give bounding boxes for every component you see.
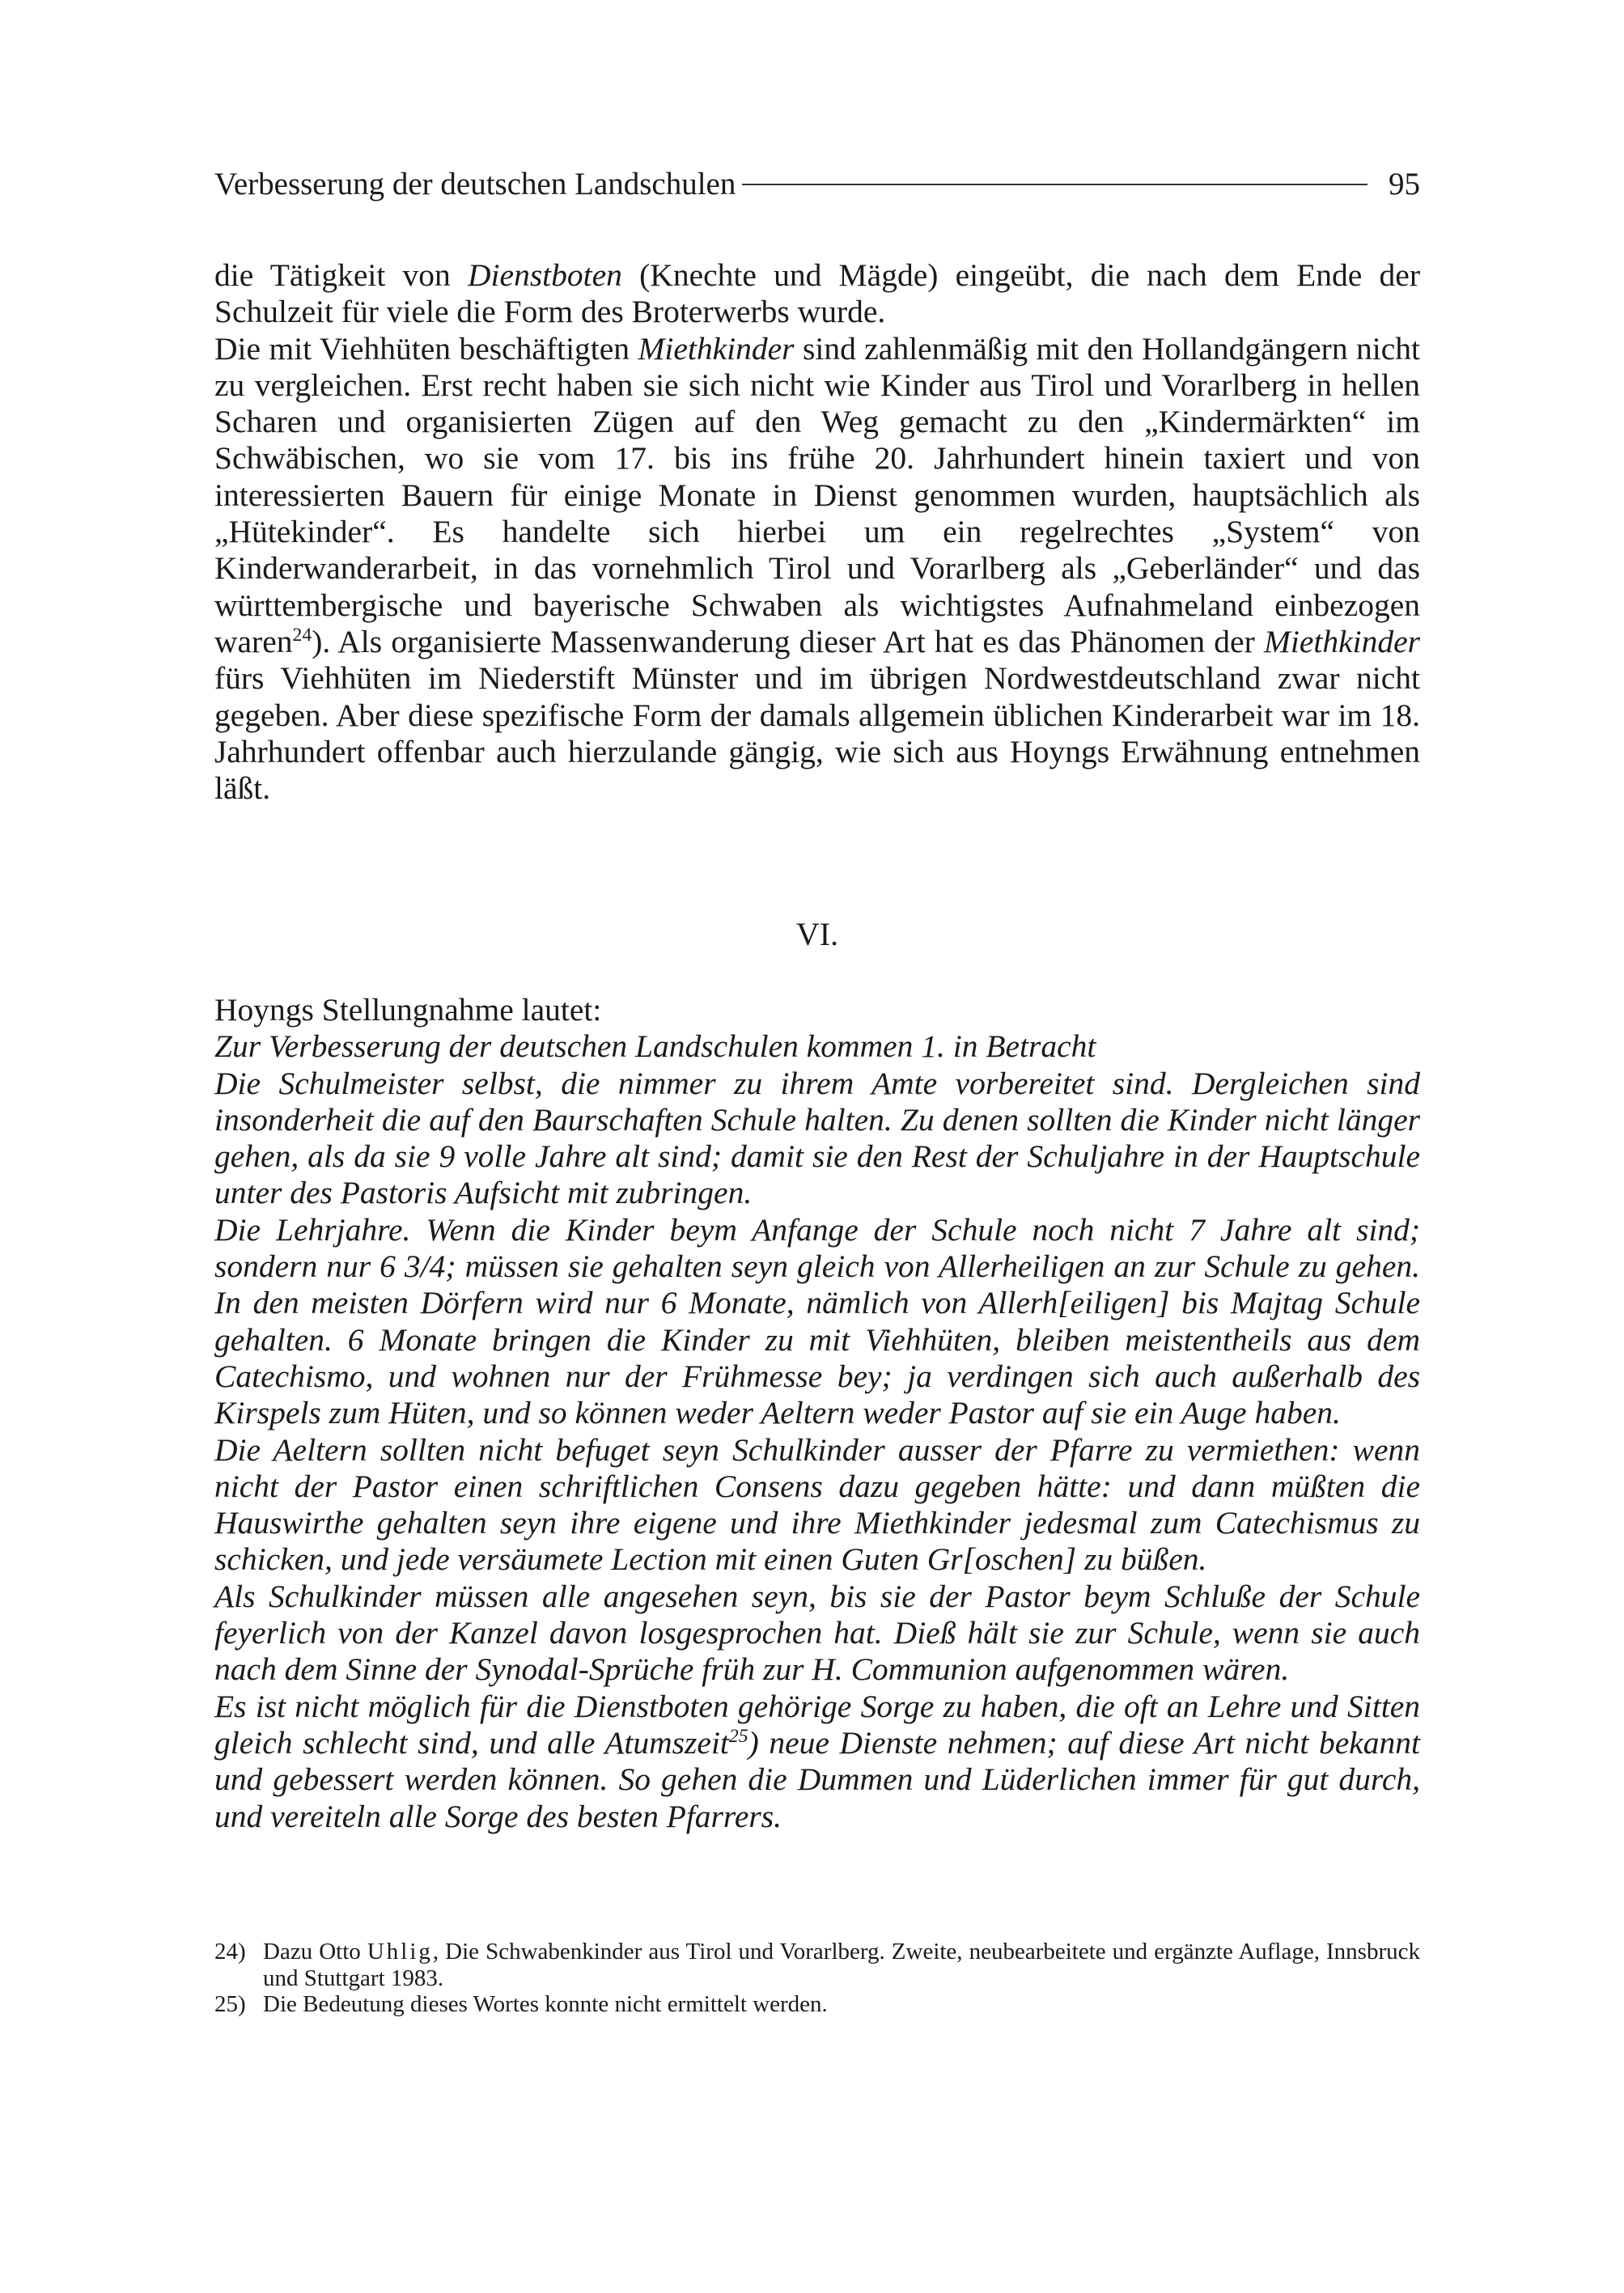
- running-header: [214, 162, 1420, 207]
- quote-paragraph-schulmeister: Die Schulmeister selbst, die nimmer zu ihrem Amte vorbereitet sind. Dergleichen sind insonderheit die auf den Baurschaften Schule halten. Zu denen sollten die Kinder nicht länger gehen, als da sie 9 volle Jahre alt sind; damit sie den Rest der Schuljahre in der Hauptschule unter des Pastoris Aufsicht mit zubringen.: [214, 1065, 1420, 1211]
- section-number: VI.: [795, 916, 839, 952]
- footnote-text: Die Bedeutung dieses Wortes konnte nicht ermittelt werden.: [263, 1991, 828, 2017]
- footnote-24: [214, 1939, 1420, 1991]
- footnote-number: 25): [214, 1991, 246, 2017]
- quote-intro: Hoyngs Stellungnahme lautet:: [214, 992, 602, 1028]
- footnote-text: Dazu Otto Uhlig, Die Schwabenkinder aus Tirol und Vorarlberg. Zweite, neubearbeitete und ergänzte Auflage, Innsbruck und Stuttgart 1983.: [263, 1939, 1420, 1991]
- footnote-25: [214, 1991, 1420, 2018]
- quote-paragraph-aeltern: Die Aeltern sollten nicht befuget seyn Schulkinder ausser der Pfarre zu vermiethen: wenn nicht der Pastor einen schriftlichen Consens dazu gegeben hätte: und dann müßten die Hauswirthe gehalten seyn ihre eigene und ihre Miethkinder jedesmal zum Catechismus zu schicken, und jede versäumete Lection mit einen Guten Gr[oschen] zu büßen.: [214, 1431, 1420, 1578]
- page-number: 95: [1389, 167, 1420, 201]
- paragraph-2: Die mit Viehhüten beschäftigten Miethkinder sind zahlenmäßig mit den Hollandgängern nicht zu vergleichen. Erst recht haben sie sich nicht wie Kinder aus Tirol und Vorarlberg in hellen Scharen und organisierten Zügen auf den Weg gemacht zu den „Kindermärkten“ im Schwäbischen, wo sie vom 17. bis ins frühe 20. Jahrhundert hinein taxiert und von interessierten Bauern für einige Monate in Dienst genommen wurden, hauptsächlich als „Hütekinder“. Es handelte sich hierbei um ein regelrechtes „System“ von Kinderwanderarbeit, in das vornehmlich Tirol und Vorarlberg als „Geberländer“ und das württembergische und bayerische Schwaben als wichtigstes Aufnahmeland einbezogen waren$^{24}$). Als organisierte Massenwanderung dieser Art hat es das Phänomen der Miethkinder fürs Viehhüten im Niederstift Münster und im übrigen Nordwestdeutschland zwar nicht gegeben. Aber diese spezifische Form der damals allgemein üblichen Kinderarbeit war im 18. Jahrhundert offenbar auch hierzulande gängig, wie sich aus Hoyngs Erwähnung entnehmen läßt.: [214, 330, 1420, 807]
- footnotes: [214, 1939, 1420, 2018]
- quote-line-1: Zur Verbesserung der deutschen Landschulen kommen 1. in Betracht: [214, 1028, 1096, 1065]
- footnote-number: 24): [214, 1939, 246, 1965]
- emphasis-miethkinder-2: Miethkinder: [1263, 623, 1420, 659]
- quote-paragraph-dienstboten: Es ist nicht möglich für die Dienstboten gehörige Sorge zu haben, die oft an Lehre und Sitten gleich schlecht sind, und alle Atumszeit$^{25}$) neue Dienste nehmen; auf diese Art nicht bekannt und gebessert werden können. So gehen die Dummen und Lüderlichen immer für gut durch, und vereiteln alle Sorge des besten Pfarrers.: [214, 1688, 1420, 1834]
- paragraph-1: die Tätigkeit von Dienstboten (Knechte und Mägde) eingeübt, die nach dem Ende der Schulzeit für viele die Form des Broterwerbs wurde.: [214, 257, 1420, 330]
- running-title: Verbesserung der deutschen Landschulen: [214, 167, 736, 201]
- emphasis-dienstboten: Dienstboten: [468, 257, 622, 293]
- emphasis-miethkinder: Miethkinder: [638, 330, 795, 367]
- quote-paragraph-schulkinder: Als Schulkinder müssen alle angesehen seyn, bis sie der Pastor beym Schluße der Schule feyerlich von der Kanzel davon losgesprochen hat. Dieß hält sie zur Schule, wenn sie auch nach dem Sinne der Synodal-Sprüche früh zur H. Communion aufgenommen wären.: [214, 1578, 1420, 1688]
- footnote-ref-24: 24: [292, 624, 312, 646]
- quote-paragraph-lehrjahre: Die Lehrjahre. Wenn die Kinder beym Anfange der Schule noch nicht 7 Jahre alt sind; sondern nur 6 3/4; müssen sie gehalten seyn gleich von Allerheiligen an zur Schule zu gehen. In den meisten Dörfern wird nur 6 Monate, nämlich von Allerh[eiligen] bis Majtag Schule gehalten. 6 Monate bringen die Kinder zu mit Viehhüten, bleiben meistentheils aus dem Catechismo, und wohnen nur der Frühmesse bey; ja verdingen sich auch außerhalb des Kirspels zum Hüten, und so können weder Aeltern weder Pastor auf sie ein Auge haben.: [214, 1211, 1420, 1431]
- quote-block: [214, 992, 1420, 1835]
- header-rule: [742, 184, 1367, 185]
- footnote-ref-25: 25: [728, 1725, 748, 1747]
- footnote-author: Uhlig: [367, 1939, 433, 1965]
- body-text: [214, 257, 1420, 807]
